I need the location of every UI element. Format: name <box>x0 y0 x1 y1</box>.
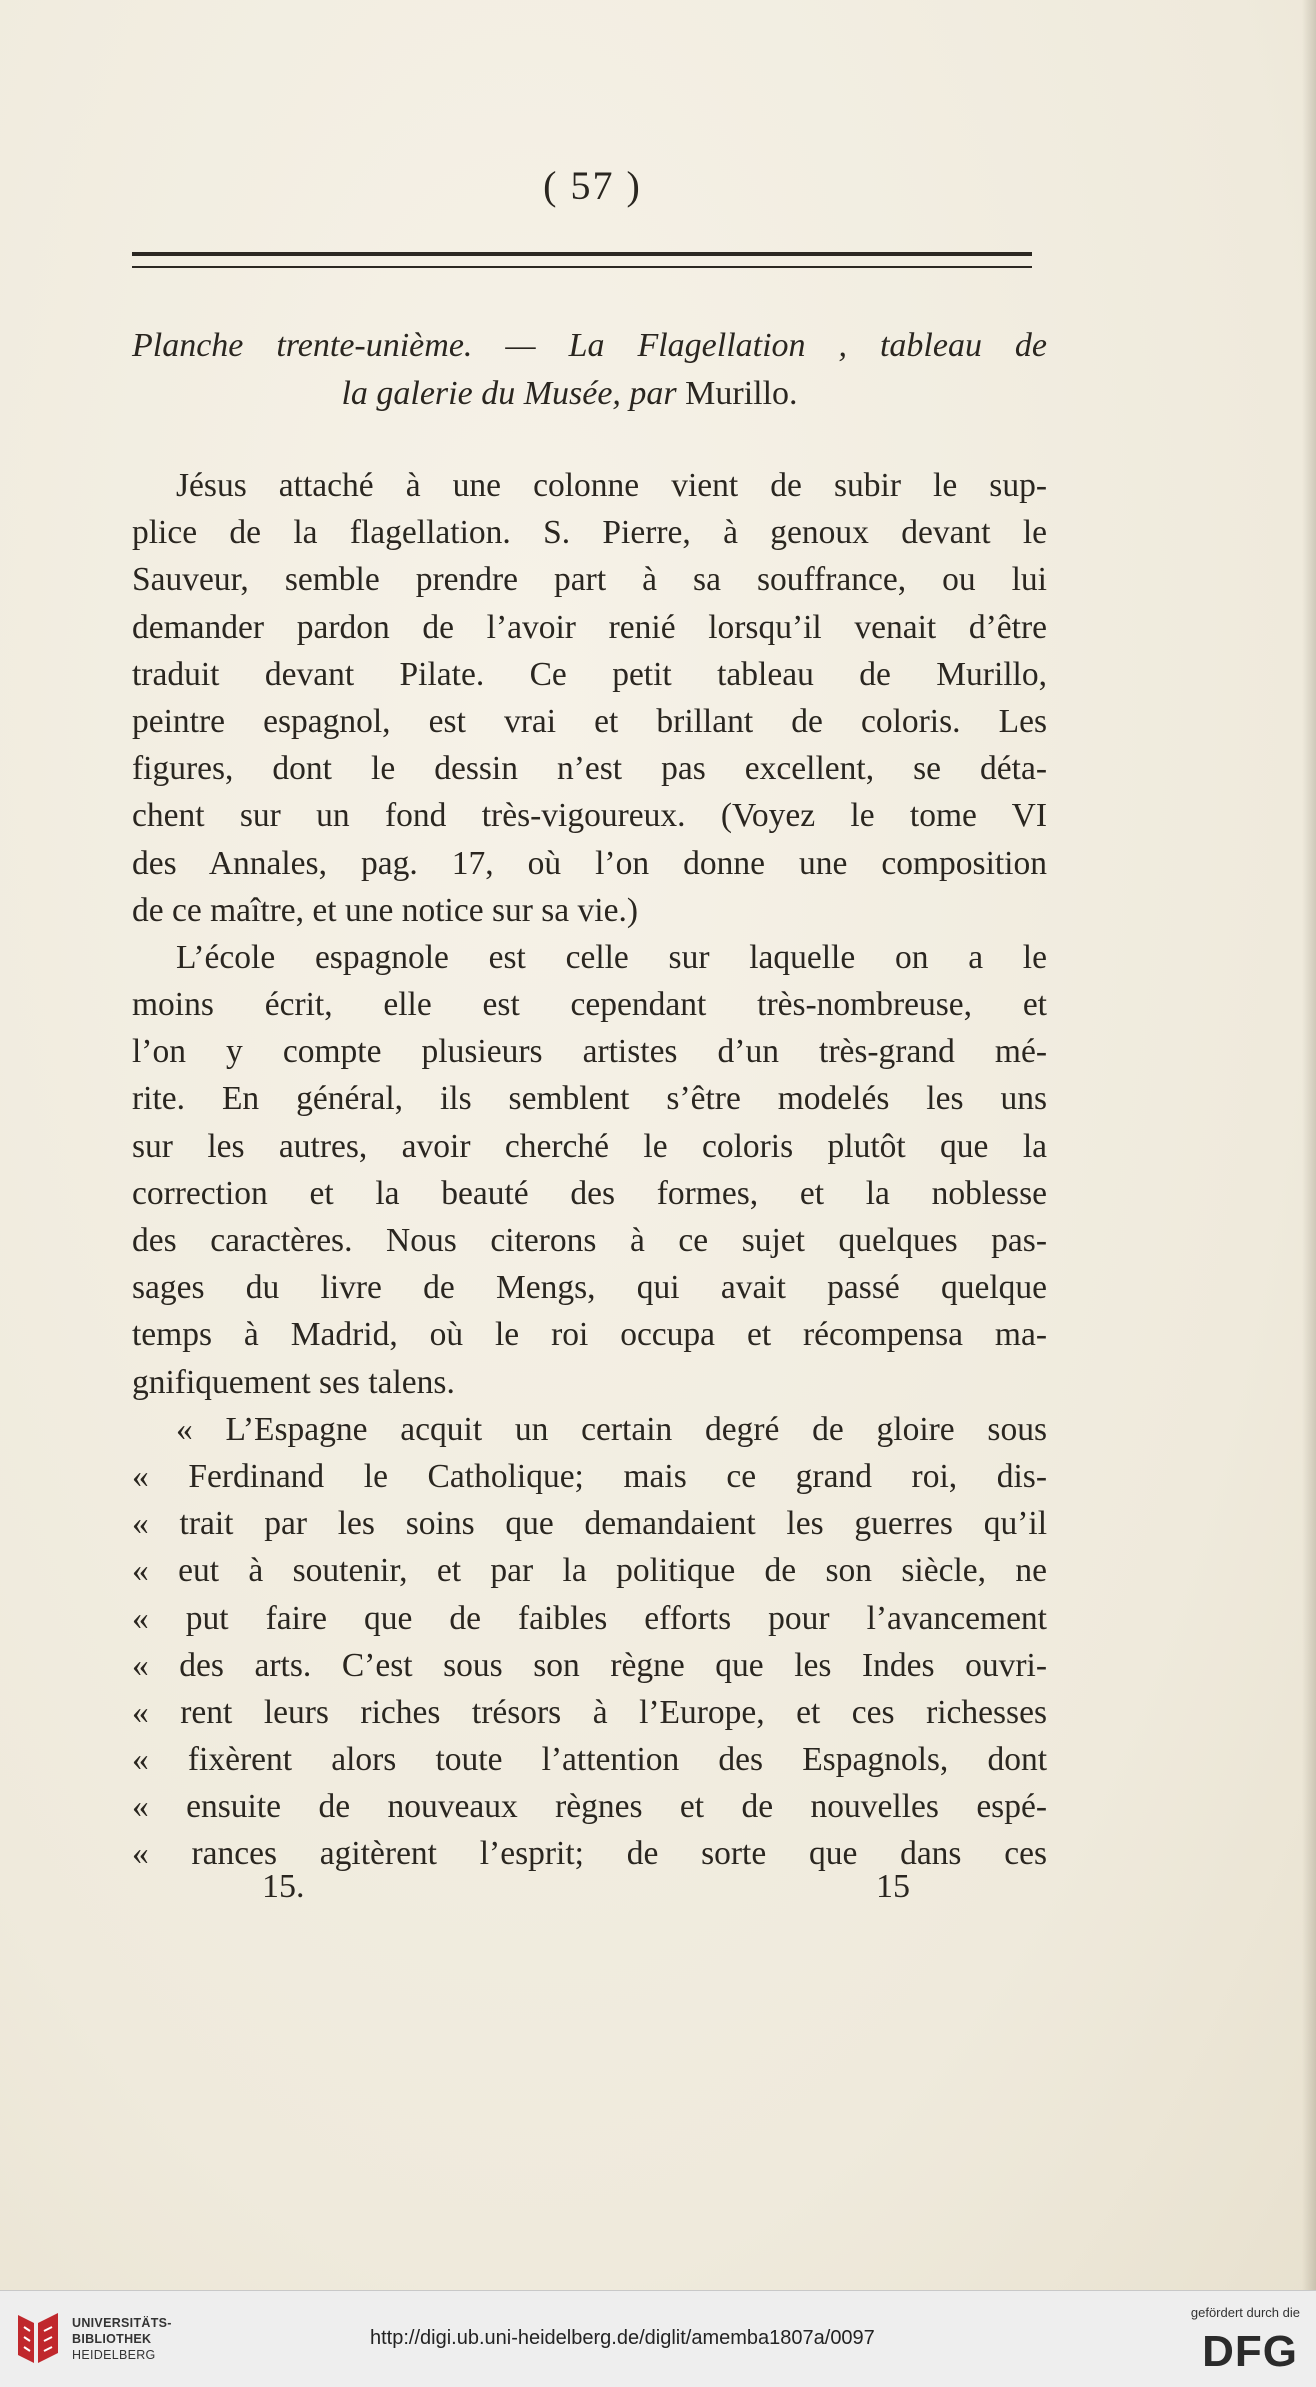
text-line: correction et la beauté des formes, et la noblesse <box>132 1174 1047 1212</box>
quote-line: « L’Espagne acquit un certain degré de gloire sous <box>176 1410 1047 1448</box>
funder-label: gefördert durch die <box>1190 2305 1300 2320</box>
text-line: Jésus attaché à une colonne vient de subir le sup- <box>176 467 1047 504</box>
institution-line-3: HEIDELBERG <box>72 2348 156 2362</box>
text-line: moins écrit, elle est cependant très-nombreuse, et <box>132 986 1047 1024</box>
heading-line-2-italic: la galerie du Musée, par <box>341 375 686 412</box>
quote-line: « put faire que de faibles efforts pour l’avancement <box>132 1599 1047 1637</box>
header-rule-thin <box>132 266 1032 268</box>
text-line: Sauveur, semble prendre part à sa souffrance, ou lui <box>132 561 1047 599</box>
text-line: l’on y compte plusieurs artistes d’un très-grand mé- <box>132 1033 1047 1071</box>
signature-mark-left: 15. <box>262 1868 305 1905</box>
quote-line: « trait par les soins que demandaient les guerres qu’il <box>132 1505 1047 1543</box>
heading-line-1: Planche trente-unième. — La Flagellation , tableau de <box>132 327 1047 364</box>
text-line: sages du livre de Mengs, qui avait passé quelque <box>132 1269 1047 1307</box>
text-line: demander pardon de l’avoir renié lorsqu’il venait d’être <box>132 608 1047 646</box>
text-line: figures, dont le dessin n’est pas excellent, se déta- <box>132 750 1047 788</box>
body-text <box>132 462 1047 1878</box>
text-line: sur les autres, avoir cherché le coloris plutôt que la <box>132 1127 1047 1165</box>
quote-line: « ensuite de nouveaux règnes et de nouvelles espé- <box>132 1788 1047 1826</box>
quote-line: « des arts. C’est sous son règne que les Indes ouvri- <box>132 1646 1047 1684</box>
institution-line-1: UNIVERSITÄTS- <box>72 2316 172 2330</box>
text-line: des Annales, pag. 17, où l’on donne une composition <box>132 844 1047 882</box>
text-line: gnifiquement ses talens. <box>132 1363 455 1401</box>
text-line: chent sur un fond très-vigoureux. (Voyez le tome VI <box>132 797 1047 835</box>
quote-line: « fixèrent alors toute l’attention des Espagnols, dont <box>132 1741 1047 1779</box>
institution-line-2: BIBLIOTHEK <box>72 2332 152 2346</box>
header-rule-thick <box>132 252 1032 256</box>
text-line: des caractères. Nous citerons à ce sujet quelques pas- <box>132 1222 1047 1259</box>
signature-mark-right: 15 <box>876 1868 910 1905</box>
dfg-logo[interactable]: DFG <box>1202 2327 1298 2376</box>
plate-heading <box>132 322 1047 418</box>
quote-line: « eut à soutenir, et par la politique de son siècle, ne <box>132 1552 1047 1590</box>
viewer-footer-bar <box>0 2290 1316 2387</box>
heading-line-2 <box>132 370 1047 418</box>
text-line: temps à Madrid, où le roi occupa et récompensa ma- <box>132 1316 1047 1354</box>
text-line: L’école espagnole est celle sur laquelle on a le <box>176 938 1047 976</box>
text-line: rite. En général, ils semblent s’être modelés les uns <box>132 1080 1047 1118</box>
permalink-url[interactable]: http://digi.ub.uni-heidelberg.de/diglit/amemba1807a/0097 <box>370 2327 875 2349</box>
page-number: ( 57 ) <box>543 163 642 208</box>
text-line: traduit devant Pilate. Ce petit tableau de Murillo, <box>132 655 1047 693</box>
text-line: plice de la flagellation. S. Pierre, à genoux devant le <box>132 514 1047 552</box>
institution-name <box>72 2315 172 2363</box>
text-line: peintre espagnol, est vrai et brillant de coloris. Les <box>132 702 1047 740</box>
quote-line: « rent leurs riches trésors à l’Europe, et ces richesses <box>132 1693 1047 1731</box>
heading-artist-name: Murillo. <box>685 375 798 412</box>
text-line: de ce maître, et une notice sur sa vie.) <box>132 891 639 929</box>
page-edge-shadow <box>1302 0 1316 2290</box>
quote-line: « rances agitèrent l’esprit; de sorte que dans ces <box>132 1835 1047 1873</box>
heidelberg-university-logo-icon[interactable] <box>14 2309 62 2369</box>
quote-line: « Ferdinand le Catholique; mais ce grand roi, dis- <box>132 1457 1047 1495</box>
